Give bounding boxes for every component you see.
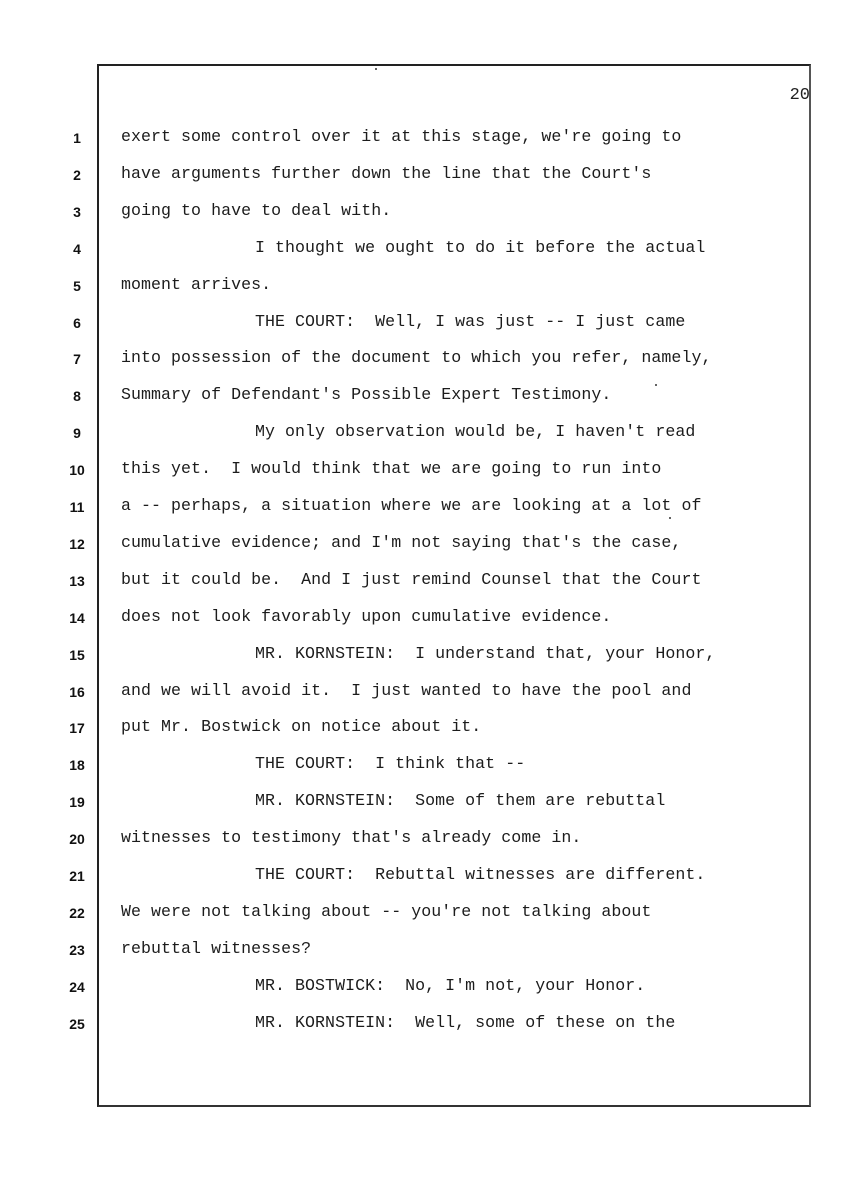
transcript-line: and we will avoid it. I just wanted to have the pool and	[121, 680, 692, 700]
line-number: 19	[69, 794, 85, 811]
line-number: 22	[69, 904, 85, 921]
line-number: 12	[69, 535, 85, 552]
scan-speck	[669, 517, 671, 519]
transcript-line: Summary of Defendant's Possible Expert Testimony.	[121, 385, 612, 405]
transcript-line: into possession of the document to which you refer, namely,	[121, 348, 712, 368]
line-number: 2	[73, 166, 81, 183]
transcript-line: moment arrives.	[121, 274, 272, 294]
transcript-line-indented: THE COURT: Well, I was just -- I just came	[255, 311, 686, 331]
scan-speck	[375, 68, 377, 70]
transcript-line: this yet. I would think that we are going to run into	[121, 459, 662, 479]
line-number: 7	[73, 351, 81, 368]
transcript-line-indented: MR. KORNSTEIN: Well, some of these on the	[255, 1012, 676, 1032]
transcript-line: going to have to deal with.	[121, 200, 392, 220]
transcript-line: We were not talking about -- you're not talking about	[121, 901, 652, 921]
transcript-line: have arguments further down the line that the Court's	[121, 163, 652, 183]
line-number: 21	[69, 868, 85, 884]
line-number: 6	[73, 314, 81, 331]
transcript-line: cumulative evidence; and I'm not saying that's the case,	[121, 532, 682, 552]
line-number: 4	[73, 240, 81, 257]
transcript-line: rebuttal witnesses?	[121, 938, 312, 958]
line-number: 11	[69, 499, 85, 515]
transcript-line-indented: My only observation would be, I haven't read	[255, 422, 696, 442]
transcript-line-indented: I thought we ought to do it before the actual	[255, 237, 706, 257]
line-number: 1	[73, 130, 81, 146]
transcript-line: witnesses to testimony that's already come in.	[121, 828, 582, 848]
line-number: 16	[69, 683, 85, 700]
line-number: 3	[73, 203, 81, 220]
transcript-line-indented: THE COURT: Rebuttal witnesses are different.	[255, 865, 706, 884]
transcript-line-indented: MR. KORNSTEIN: I understand that, your Honor,	[255, 643, 716, 663]
transcript-line-indented: MR. BOSTWICK: No, I'm not, your Honor.	[255, 975, 646, 995]
transcript-line-indented: THE COURT: I think that --	[255, 754, 526, 774]
line-number: 23	[69, 941, 85, 958]
line-number: 15	[69, 646, 85, 663]
line-number: 20	[69, 831, 85, 848]
line-number: 25	[69, 1015, 85, 1032]
line-number: 18	[69, 757, 85, 774]
transcript-line: does not look favorably upon cumulative evidence.	[121, 606, 612, 626]
page-number: 20	[789, 86, 810, 105]
line-number: 24	[69, 978, 85, 995]
transcript-line-indented: MR. KORNSTEIN: Some of them are rebuttal	[255, 791, 666, 811]
transcript-line: but it could be. And I just remind Counsel that the Court	[121, 569, 702, 589]
line-number: 17	[69, 720, 85, 737]
scan-speck	[655, 384, 657, 386]
transcript-line: exert some control over it at this stage, we're going to	[121, 127, 682, 146]
line-number: 9	[73, 425, 81, 442]
line-number: 14	[69, 609, 85, 626]
line-number: 10	[69, 462, 85, 479]
transcript-line: put Mr. Bostwick on notice about it.	[121, 717, 482, 737]
line-number: 8	[73, 388, 81, 405]
line-number: 5	[73, 277, 81, 294]
transcript-line: a -- perhaps, a situation where we are looking at a lot of	[121, 496, 702, 515]
line-number: 13	[69, 572, 85, 589]
